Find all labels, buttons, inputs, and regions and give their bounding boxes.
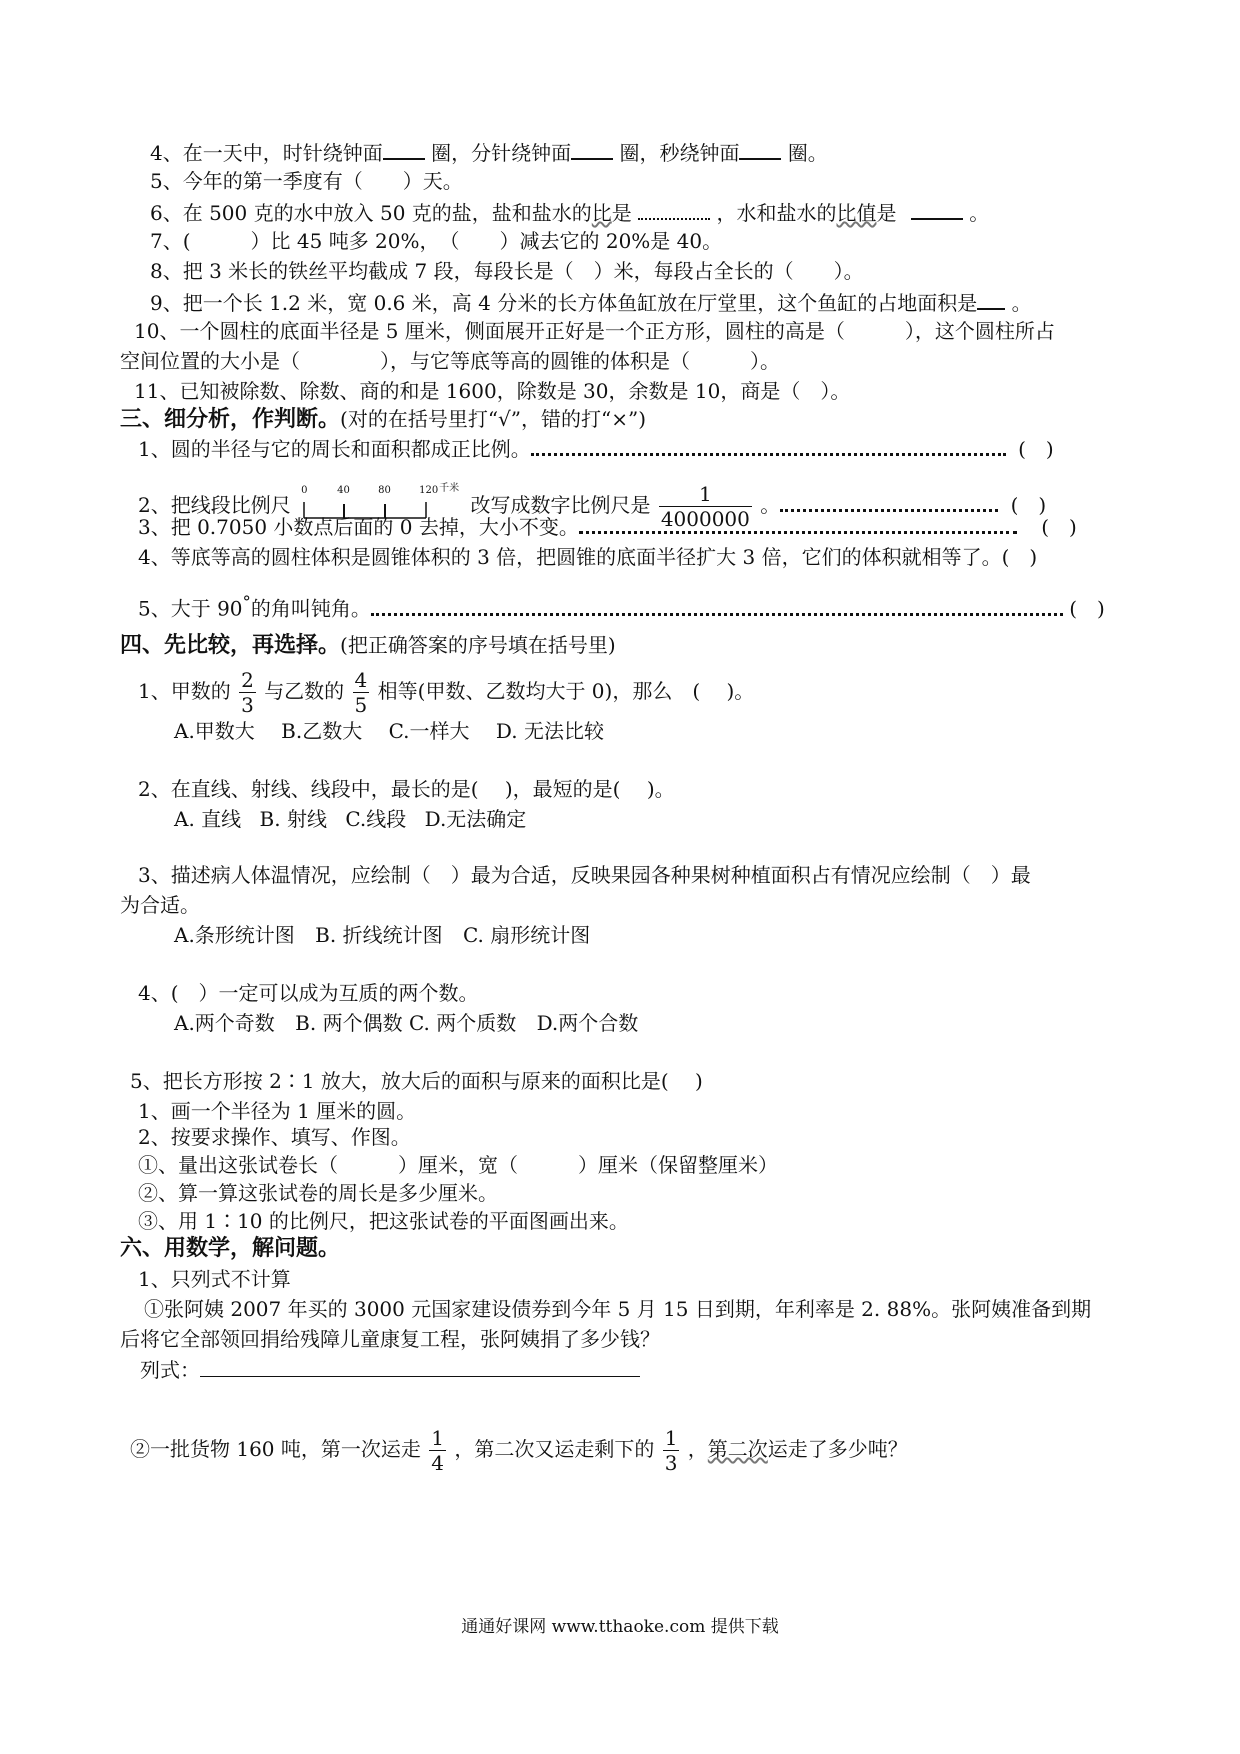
fraction: $\frac{4}{5}$ — [354, 668, 368, 717]
section-3-title: 三、细分析，作判断。(对的在括号里打“√”，错的打“×”) — [120, 407, 647, 432]
q6-1: 1、只列式不计算 — [138, 1267, 291, 1291]
option-b[interactable]: B. 两个偶数 C. 两个质数 — [295, 1011, 517, 1035]
option-b[interactable]: B. 射线 — [259, 807, 327, 831]
q5-2: 2、按要求操作、填写、作图。 — [138, 1125, 411, 1149]
q2-9: 9、把一个长 1.2 米，宽 0.6 米，高 4 分米的长方体鱼缸放在厅堂里，这个鱼缸的占地面积是 。 — [150, 288, 1032, 316]
q3-5: 5、大于 90°的角叫钝角。 ( ) — [138, 593, 1105, 621]
formula-label: 列式： — [140, 1358, 200, 1382]
q6-1-p1-line2: 后将它全部领回捐给残障儿童康复工程，张阿姨捐了多少钱？ — [120, 1327, 660, 1351]
answer-blank[interactable] — [977, 288, 1005, 310]
answer-bracket[interactable]: ( ) — [1018, 437, 1054, 461]
formula-row — [140, 1356, 640, 1383]
option-b[interactable]: B. 折线统计图 — [315, 923, 443, 947]
fraction: $\frac{2}{3}$ — [241, 668, 254, 717]
answer-bracket[interactable]: ( ) — [1041, 515, 1077, 539]
fraction: $\frac{1}{4}$ — [431, 1426, 444, 1475]
formula-input[interactable] — [200, 1356, 640, 1377]
section-6-title: 六、用数学，解问题。 — [120, 1236, 341, 1261]
q3-1: 1、圆的半径与它的周长和面积都成正比例。 ( ) — [138, 437, 1054, 461]
q2-10-line2: 空间位置的大小是（ ），与它等底等高的圆锥的体积是（ ）。 — [120, 349, 780, 373]
q2-6: 6、在 500 克的水中放入 50 克的盐，盐和盐水的比是 ，水和盐水的比值是 。 — [150, 198, 989, 226]
q4-3-options — [174, 922, 610, 948]
fraction: $\frac{1}{4000000}$ — [660, 482, 750, 531]
option-d[interactable]: D. 无法比较 — [495, 719, 604, 743]
line-scale: 0 40 80 120 千米 — [301, 482, 460, 496]
option-a[interactable]: A.条形统计图 — [174, 923, 295, 947]
fraction: $\frac{1}{3}$ — [664, 1426, 678, 1475]
q2-10-line1: 10、一个圆柱的底面半径是 5 厘米，侧面展开正好是一个正方形，圆柱的高是（ ），这个圆柱所占 — [134, 319, 1055, 343]
answer-blank[interactable] — [571, 138, 613, 160]
answer-blank[interactable] — [638, 198, 710, 220]
q4-4: 4、( ）一定可以成为互质的两个数。 — [138, 981, 479, 1005]
answer-bracket[interactable]: ( ) — [1010, 493, 1047, 517]
q4-3-line2: 为合适。 — [120, 893, 200, 917]
q6-1-p2: ②一批货物 160 吨，第一次运走 $\frac{1}{4}$ ，第二次又运走剩下的 $\frac{1}{3}$ ，第二次运走了多少吨？ — [130, 1426, 908, 1475]
answer-blank[interactable] — [383, 138, 425, 160]
q2-11: 11、已知被除数、除数、商的和是 1600，除数是 30，余数是 10，商是（ ）。 — [134, 379, 851, 403]
option-c[interactable]: C.一样大 — [388, 719, 470, 743]
q5-2c: ③、用 1∶10 的比例尺，把这张试卷的平面图画出来。 — [138, 1209, 629, 1233]
answer-bracket[interactable]: ( ) — [1069, 596, 1105, 621]
q2-4: 4、在一天中，时针绕钟面 圈，分针绕钟面 圈，秒绕钟面 圈。 — [150, 138, 828, 166]
answer-blank[interactable] — [739, 138, 781, 160]
option-a[interactable]: A.甲数大 — [174, 719, 255, 743]
q6-1-p1-line1: ①张阿姨 2007 年买的 3000 元国家建设债券到今年 5 月 15 日到期，年利率是 2. 88%。张阿姨准备到期 — [144, 1297, 1092, 1321]
option-c[interactable]: C. 扇形统计图 — [462, 923, 591, 947]
q5-1: 1、画一个半径为 1 厘米的圆。 — [138, 1099, 417, 1123]
option-b[interactable]: B.乙数大 — [281, 719, 363, 743]
q4-2: 2、在直线、射线、线段中，最长的是( )，最短的是( )。 — [138, 777, 675, 801]
q4-1: 1、甲数的 $\frac{2}{3}$ 与乙数的 $\frac{4}{5}$ 相等(甲数、乙数均大于 0)，那么 ( )。 — [138, 668, 755, 717]
q4-3-line1: 3、描述病人体温情况，应绘制（ ）最为合适，反映果园各种果树种植面积占有情况应绘制（ ）最 — [138, 863, 1031, 887]
section-4-title: 四、先比较，再选择。(把正确答案的序号填在括号里) — [120, 633, 616, 658]
q5-2b: ②、算一算这张试卷的周长是多少厘米。 — [138, 1181, 498, 1205]
q3-2: 2、把线段比例尺 0 40 80 120 千米 改写成数字比例尺是 $\frac{1}{4000000}$ 。 ( ) — [138, 482, 1047, 531]
q4-1-options — [174, 718, 624, 744]
q4-2-options — [174, 806, 546, 832]
q2-5: 5、今年的第一季度有（ ）天。 — [150, 169, 463, 193]
option-a[interactable]: A. 直线 — [174, 807, 242, 831]
q3-4: 4、等底等高的圆柱体积是圆锥体积的 3 倍，把圆锥的底面半径扩大 3 倍，它们的体积就相等了。( ) — [138, 545, 1038, 569]
option-c[interactable]: C.线段 — [345, 807, 407, 831]
option-d[interactable]: D.无法确定 — [424, 807, 527, 831]
option-a[interactable]: A.两个奇数 — [174, 1011, 275, 1035]
q2-8: 8、把 3 米长的铁丝平均截成 7 段，每段长是（ ）米，每段占全长的（ ）。 — [150, 259, 864, 283]
q4-4-options — [174, 1010, 658, 1036]
q4-5: 5、把长方形按 2∶1 放大，放大后的面积与原来的面积比是( ) — [130, 1069, 703, 1093]
q2-7: 7、( ）比 45 吨多 20%， （ ）减去它的 20%是 40。 — [150, 229, 723, 253]
q3-3: 3、把 0.7050 小数点后面的 0 去掉，大小不变。 ( ) — [138, 515, 1077, 539]
option-d[interactable]: D.两个合数 — [536, 1011, 639, 1035]
q5-2a: ①、量出这张试卷长（ ）厘米，宽（ ）厘米（保留整厘米） — [138, 1153, 778, 1177]
answer-blank[interactable] — [911, 198, 963, 220]
page-footer: 通通好课网 www.tthaoke.com 提供下载 — [461, 1617, 779, 1637]
